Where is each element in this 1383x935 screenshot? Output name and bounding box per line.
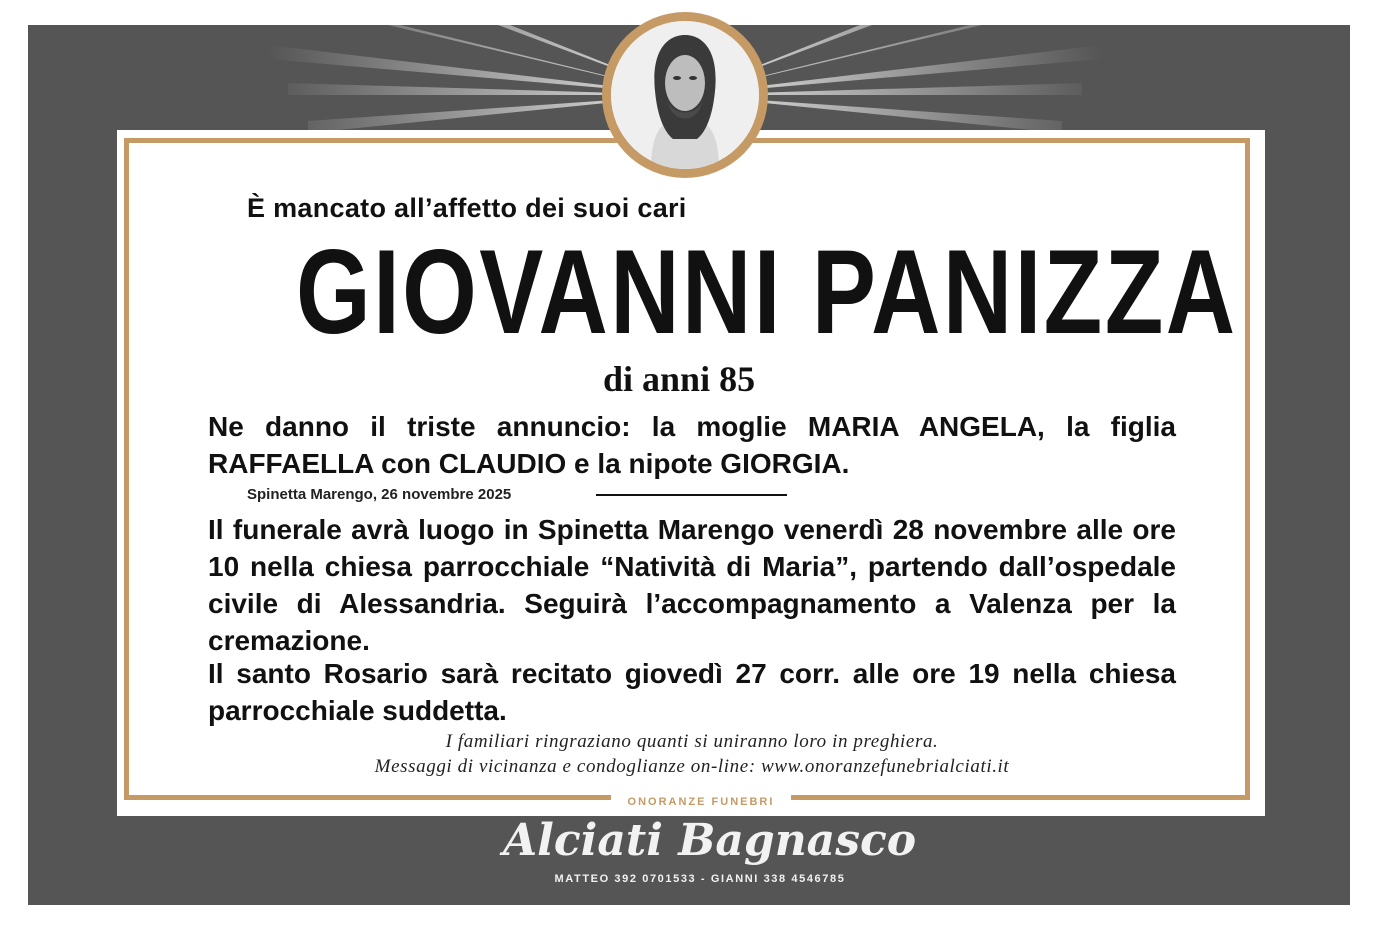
brand-logo: Alciati Bagnasco (503, 815, 917, 866)
intro-line: È mancato all’affetto dei suoi cari (247, 193, 687, 223)
brand-tagline: ONORANZE FUNEBRI (611, 795, 791, 809)
funeral-paragraph: Il funerale avrà luogo in Spinetta Marengo venerdì 28 novembre alle ore 10 nella chiesa parrocchiale “Natività di Maria”, partendo dall’ospedale civile di Alessandria. Seguirà l’accompagnamento a Valenza per la cremazione. (208, 514, 1176, 656)
rosary-paragraph: Il santo Rosario sarà recitato giovedì 27 corr. alle ore 19 nella chiesa parrocchiale suddetta. (208, 658, 1176, 726)
divider-line (596, 494, 787, 496)
online-condolences-line: Messaggi di vicinanza e condoglianze on-line: www.onoranzefunebrialciati.it (374, 756, 1010, 777)
thanks-line: I familiari ringraziano quanti si uniranno loro in preghiera. (445, 731, 939, 752)
place-date: Spinetta Marengo, 26 novembre 2025 (247, 486, 512, 503)
deceased-name: GIOVANNI PANIZZA (296, 225, 1238, 359)
religious-portrait-icon (611, 21, 759, 169)
age-line: di anni 85 (603, 359, 756, 399)
announcement-paragraph: Ne danno il triste annuncio: la moglie MARIA ANGELA, la figlia RAFFAELLA con CLAUDIO e la nipote GIORGIA. (208, 411, 1176, 479)
contact-numbers: MATTEO 392 0701533 - GIANNI 338 4546785 (554, 873, 846, 885)
